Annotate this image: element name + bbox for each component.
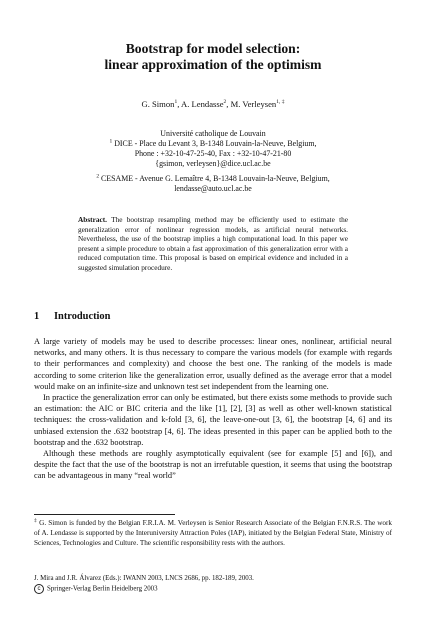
paragraph-1: A large variety of models may be used to describe processes: linear ones, nonlinear, artificial neural networks, and many others. It is thus necessary to compare the various models (for example with regards to their performances and complexity) and choose the best one. The ranking of the models is made according to some criterion like the generalization error, usually defined as the average error that a model would make on an infinite-size and unknown test set independent from the learning one. xyxy=(34,337,392,391)
section-title: Introduction xyxy=(54,311,111,322)
publication-info xyxy=(34,574,254,595)
paragraph-3: Although these methods are roughly asymptotically equivalent (see for example [5] and [6]), and despite the fact that the use of the bootstrap is not an irrefutable question, it seems that using the bootstrap can be advantageous in many “real world” xyxy=(34,449,392,481)
footnote xyxy=(34,519,392,549)
author-2-affiliation-mark: 2 xyxy=(223,99,227,106)
paper-title-line-1: Bootstrap for model selection: xyxy=(125,41,301,56)
affiliation-dice-address: $^1$ DICE - Place du Levant 3, B-1348 Louvain-la-Neuve, Belgium, xyxy=(109,138,317,148)
author-2: A. Lendasse xyxy=(181,99,224,109)
affiliation-cesame-email: lendasse@auto.ucl.ac.be xyxy=(174,184,252,193)
section-number: 1 xyxy=(34,311,40,322)
section-heading xyxy=(34,311,110,322)
copyright-line xyxy=(34,584,254,595)
footnote-mark: ‡ xyxy=(34,517,38,524)
citation-line: J. Mira and J.R. Álvarez (Eds.): IWANN 2003, LNCS 2686, pp. 182-189, 2003. xyxy=(34,575,254,582)
affiliation-dice-phone: Phone : +32-10-47-25-40, Fax : +32-10-47-21-80 xyxy=(134,149,292,158)
affiliation-1-mark: 1 xyxy=(109,138,113,145)
abstract xyxy=(78,215,348,273)
footnote-rule xyxy=(34,514,175,515)
affiliation-dice-email: {gsimon, verleysen}@dice.ucl.ac.be xyxy=(155,159,271,168)
paper-title-line-2: linear approximation of the optimism xyxy=(104,57,322,72)
abstract-label: Abstract. xyxy=(78,215,107,224)
affiliation-university: Université catholique de Louvain xyxy=(160,129,266,138)
author-1: G. Simon xyxy=(141,99,175,109)
paragraph-2: In practice the generalization error can only be estimated, but there exists some methods to provide such an estimation: the AIC or BIC criteria and the like [1], [2], [3] as well as other well-known statistical techniques: the cross-validation and k-fold [3, 6], the leave-one-out [3, 6], the bootstrap [4, 6] and its unbiased extension the .632 bootstrap [4, 6]. The ideas presented in this paper can be applied both to the bootstrap and the .632 bootstrap. xyxy=(34,393,392,447)
affiliation-cesame-address: $^2$ CESAME - Avenue G. Lemaître 4, B-1348 Louvain-la-Neuve, Belgium, xyxy=(96,173,330,183)
author-1-affiliation-mark: 1 xyxy=(174,99,178,106)
abstract-text: The bootstrap resampling method may be efficiently used to estimate the generalization error of nonlinear regression models, as artificial neural networks. Nevertheless, the use of the bootstrap implies a high computational load. In this paper we present a simple procedure to obtain a fast approximation of this generalization error with a reduced computation time. This proposal is based on empirical evidence and included in a suggested simulation procedure. xyxy=(78,215,348,272)
author-3: M. Verleysen xyxy=(230,99,277,109)
copyright-text: Springer-Verlag Berlin Heidelberg 2003 xyxy=(47,585,158,593)
author-list: G. Simon$^1$, A. Lendasse$^2$, M. Verleysen$^{1, \ddagger}$ xyxy=(141,99,285,109)
author-3-affiliation-mark: 1, ‡ xyxy=(276,99,285,106)
body-text xyxy=(34,336,392,482)
footnote-text: G. Simon is funded by the Belgian F.R.I.A. M. Verleysen is Senior Research Associate of the Belgian F.N.R.S. The work of A. Lendasse is supported by the Interuniversity Attraction Poles (IAP), initiated by the Belgian Federal State, Ministry of Sciences, Technologies and Culture. The scientific responsibility rests with the authors. xyxy=(34,519,393,547)
copyright-icon: c xyxy=(34,584,44,594)
affiliation-2-mark: 2 xyxy=(96,173,100,180)
